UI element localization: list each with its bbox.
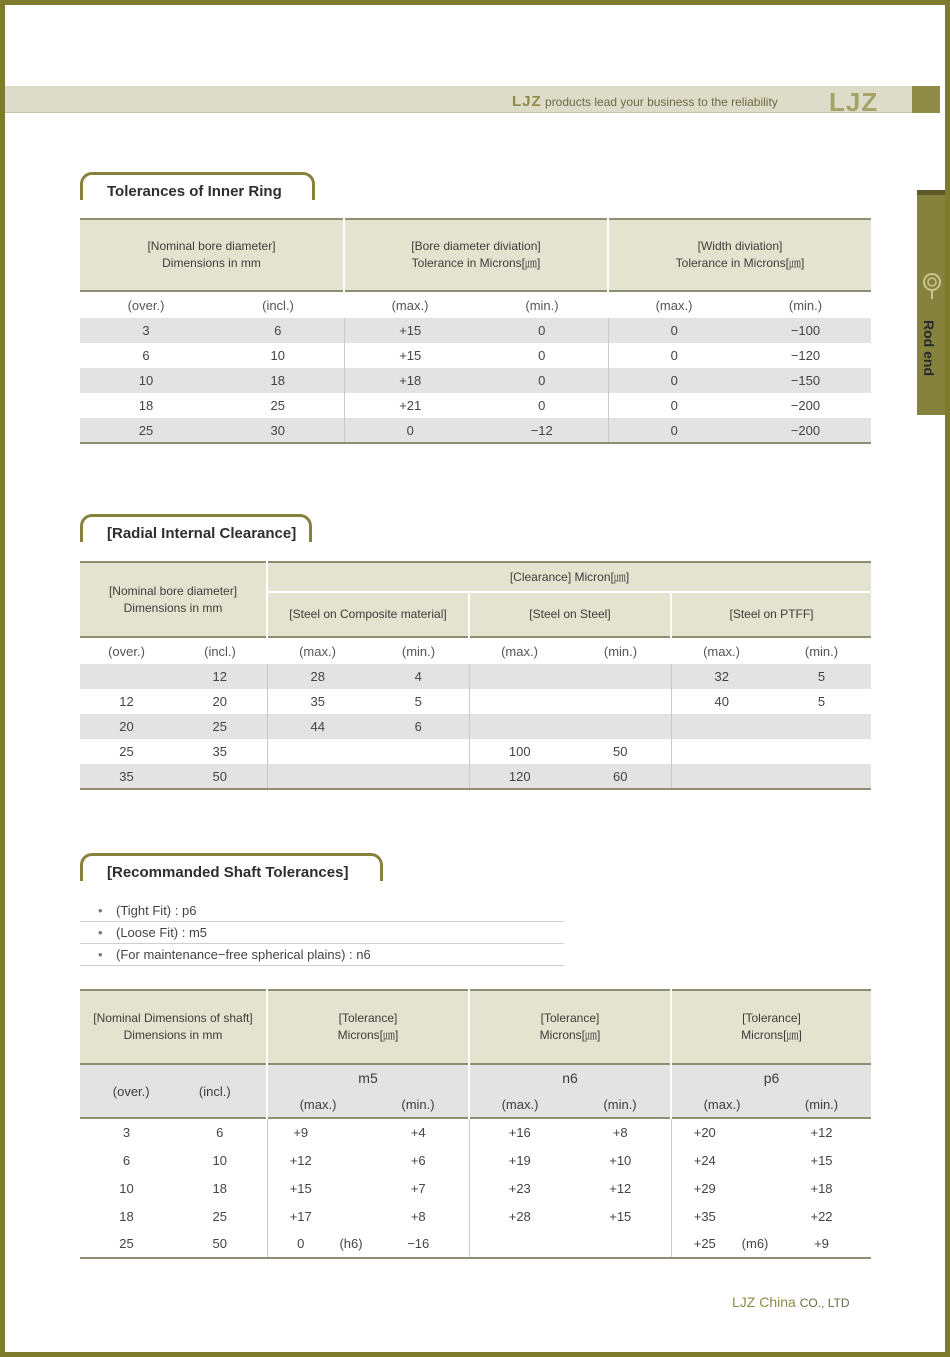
table-cell: 18 bbox=[212, 368, 344, 393]
radial-title-text: [Radial Internal Clearance] bbox=[107, 525, 297, 542]
table-cell: −150 bbox=[740, 368, 871, 393]
header-line: [Tolerance] bbox=[742, 1011, 801, 1025]
table-cell: 50 bbox=[212, 1236, 227, 1251]
footer-brand: LJZ China bbox=[732, 1294, 796, 1310]
table-cell: 50 bbox=[613, 744, 628, 759]
header-line: [Tolerance] bbox=[338, 1011, 398, 1025]
table-row bbox=[80, 393, 871, 418]
table-cell bbox=[469, 664, 570, 689]
table-cell: +18 bbox=[810, 1180, 833, 1196]
table-cell: +18 bbox=[344, 368, 476, 393]
table-row bbox=[80, 739, 871, 764]
table-row bbox=[80, 1230, 871, 1258]
table-cell: 0 bbox=[608, 393, 740, 418]
table-cell bbox=[80, 664, 173, 689]
table-cell: +17 bbox=[267, 1202, 334, 1230]
table-cell: +4 bbox=[410, 1125, 426, 1140]
table-cell: +23 bbox=[469, 1174, 570, 1202]
header-tagline bbox=[512, 93, 778, 110]
side-tab-top bbox=[917, 190, 945, 195]
table-row bbox=[80, 318, 871, 343]
bullet-icon: • bbox=[98, 947, 103, 962]
table-cell: 25 bbox=[119, 744, 134, 759]
table-cell bbox=[772, 739, 871, 764]
subheader-cell: (incl.) bbox=[204, 643, 236, 659]
shaft-header-row bbox=[80, 990, 871, 1064]
table-cell: (h6) bbox=[339, 1236, 363, 1251]
header-line: [Nominal bore diameter] bbox=[147, 239, 276, 253]
table-cell: 0 bbox=[608, 368, 740, 393]
subheader-cell: (over.) bbox=[108, 643, 145, 659]
table-cell: +12 bbox=[810, 1125, 833, 1140]
footer-company bbox=[732, 1294, 849, 1310]
table-cell: −120 bbox=[790, 348, 821, 363]
table-cell: 0 bbox=[608, 318, 740, 343]
shaft-header-m5 bbox=[267, 990, 469, 1064]
table-cell: 5 bbox=[772, 664, 871, 689]
table-cell bbox=[570, 714, 671, 739]
table-cell: 10 bbox=[212, 1152, 227, 1168]
table-row bbox=[80, 1146, 871, 1174]
radial-subheader-row bbox=[80, 637, 871, 664]
subheader-cell: (max.) bbox=[655, 297, 693, 313]
inner-ring-title bbox=[80, 172, 315, 200]
table-cell: 5 bbox=[414, 694, 422, 709]
shaft-header-n6 bbox=[469, 990, 671, 1064]
list-item-text: (Loose Fit) : m5 bbox=[116, 925, 208, 940]
table-cell: 25 bbox=[173, 714, 267, 739]
table-cell: 0 bbox=[538, 348, 546, 363]
table-cell: +29 bbox=[671, 1174, 738, 1202]
table-cell: +6 bbox=[410, 1152, 426, 1168]
list-item bbox=[80, 900, 564, 922]
radial-title bbox=[80, 514, 312, 542]
subheader-cell: (min.) bbox=[368, 1092, 469, 1118]
inner-ring-header-dimensions bbox=[80, 219, 344, 291]
subheader-cell: (max.) bbox=[391, 297, 429, 313]
header-line: [Width diviation] bbox=[697, 239, 783, 253]
inner-ring-table bbox=[80, 218, 871, 444]
inner-ring-title-text: Tolerances of Inner Ring bbox=[107, 183, 282, 200]
table-cell: +19 bbox=[469, 1146, 570, 1174]
table-cell: +9 bbox=[814, 1236, 829, 1251]
table-cell: 0 bbox=[538, 398, 546, 413]
table-cell: 18 bbox=[212, 1180, 227, 1196]
table-cell bbox=[334, 1118, 368, 1146]
table-cell: 25 bbox=[80, 418, 212, 443]
table-cell: 40 bbox=[671, 689, 772, 714]
radial-header-ptff: [Steel on PTFF] bbox=[671, 592, 871, 637]
table-cell: 0 bbox=[476, 318, 608, 343]
table-cell: +15 bbox=[267, 1174, 334, 1202]
table-cell bbox=[334, 1202, 368, 1230]
header-line: Dimensions in mm bbox=[123, 1028, 223, 1042]
table-row bbox=[80, 664, 871, 689]
header-line: [Nominal Dimensions of shaft] bbox=[93, 1011, 253, 1025]
table-row bbox=[80, 343, 871, 368]
header-line: [Nominal bore diameter] bbox=[108, 583, 238, 598]
table-cell: 0 bbox=[608, 343, 740, 368]
subheader-cell: (max.) bbox=[469, 1092, 570, 1118]
table-cell bbox=[334, 1146, 368, 1174]
table-cell: +10 bbox=[609, 1152, 632, 1168]
table-cell: 100 bbox=[469, 739, 570, 764]
shaft-title-text: [Recommanded Shaft Tolerances] bbox=[107, 864, 349, 881]
table-cell: 5 bbox=[817, 694, 826, 709]
radial-header-clearance: [Clearance] Micron[㎛] bbox=[267, 562, 871, 592]
header-tagline-text: products lead your business to the reliability bbox=[545, 95, 778, 109]
table-cell: +15 bbox=[810, 1152, 833, 1168]
table-row bbox=[80, 1118, 871, 1146]
header-line: [Tolerance] bbox=[540, 1011, 600, 1025]
table-cell: −16 bbox=[407, 1236, 430, 1251]
table-row bbox=[80, 714, 871, 739]
footer-suffix: CO., LTD bbox=[799, 1296, 850, 1310]
table-cell: +12 bbox=[267, 1146, 334, 1174]
table-row bbox=[80, 418, 871, 443]
table-cell: (m6) bbox=[741, 1236, 769, 1251]
table-cell: 3 bbox=[80, 318, 212, 343]
shaft-header-p6 bbox=[671, 990, 871, 1064]
subheader-cell: (incl.) bbox=[198, 1083, 231, 1099]
table-cell: +15 bbox=[344, 343, 476, 368]
table-row bbox=[80, 1174, 871, 1202]
table-cell: 6 bbox=[368, 714, 469, 739]
table-cell: +12 bbox=[609, 1180, 632, 1196]
table-cell bbox=[267, 739, 368, 764]
subheader-cell: (incl.) bbox=[262, 297, 294, 313]
grade-label: n6 bbox=[469, 1064, 671, 1092]
table-cell bbox=[469, 1230, 570, 1258]
header-logo: LJZ bbox=[829, 87, 879, 117]
list-item bbox=[80, 922, 564, 944]
table-cell: 25 bbox=[212, 1208, 227, 1224]
subheader-cell: (min.) bbox=[788, 297, 823, 313]
header-line: Microns[㎛] bbox=[539, 1028, 601, 1042]
table-cell bbox=[738, 1118, 772, 1146]
grade-label: p6 bbox=[671, 1064, 871, 1092]
subheader-cell: (max.) bbox=[299, 643, 336, 659]
table-cell: 28 bbox=[267, 664, 368, 689]
subheader-cell: (min.) bbox=[804, 643, 839, 659]
side-tab-label: Rod end bbox=[921, 320, 937, 376]
table-cell: −100 bbox=[740, 318, 871, 343]
table-cell bbox=[368, 764, 469, 789]
radial-header-row bbox=[80, 562, 871, 592]
table-cell bbox=[671, 739, 772, 764]
table-cell: 18 bbox=[138, 398, 154, 413]
table-cell: +22 bbox=[810, 1208, 833, 1224]
table-cell: 3 bbox=[122, 1125, 131, 1140]
header-line: Microns[㎛] bbox=[741, 1028, 802, 1042]
header-line: [Bore diameter diviation] bbox=[411, 239, 541, 253]
table-cell bbox=[671, 764, 772, 789]
shaft-header-dimensions bbox=[80, 990, 267, 1064]
table-cell bbox=[738, 1174, 772, 1202]
table-cell: 30 bbox=[212, 418, 344, 443]
table-cell bbox=[772, 714, 871, 739]
header-line: Dimensions in mm bbox=[162, 256, 261, 270]
table-cell: 0 bbox=[608, 418, 740, 443]
table-cell: 35 bbox=[80, 764, 173, 789]
inner-ring-header-row bbox=[80, 219, 871, 291]
table-cell: +7 bbox=[410, 1180, 426, 1196]
table-row bbox=[80, 368, 871, 393]
subheader-cell: (min.) bbox=[401, 643, 436, 659]
table-cell: 25 bbox=[270, 398, 285, 413]
table-cell: 6 bbox=[122, 1152, 131, 1168]
list-item-text: (Tight Fit) : p6 bbox=[116, 903, 197, 918]
table-cell: +35 bbox=[671, 1202, 738, 1230]
table-cell bbox=[570, 1230, 671, 1258]
table-cell: 6 bbox=[216, 1125, 224, 1140]
subheader-cell: (min.) bbox=[772, 1092, 871, 1118]
header-band bbox=[5, 86, 940, 113]
table-cell: −200 bbox=[740, 418, 871, 443]
bullet-icon: • bbox=[98, 925, 103, 940]
table-cell: 32 bbox=[671, 664, 772, 689]
radial-header-steel: [Steel on Steel] bbox=[469, 592, 671, 637]
table-cell: +15 bbox=[609, 1208, 632, 1224]
table-cell: +20 bbox=[671, 1118, 738, 1146]
table-cell: 6 bbox=[142, 348, 150, 363]
table-cell: 12 bbox=[173, 664, 267, 689]
subheader-cell: (max.) bbox=[267, 1092, 368, 1118]
radial-table bbox=[80, 561, 871, 790]
bullet-icon: • bbox=[98, 903, 103, 918]
subheader-cell: (over.) bbox=[112, 1083, 150, 1099]
table-cell: 35 bbox=[212, 744, 227, 759]
shaft-title bbox=[80, 853, 383, 881]
table-cell: 10 bbox=[270, 348, 285, 363]
inner-ring-header-bore bbox=[344, 219, 608, 291]
header-line: Microns[㎛] bbox=[337, 1028, 399, 1042]
table-row bbox=[80, 1202, 871, 1230]
table-cell: +15 bbox=[344, 318, 476, 343]
subheader-cell: (min.) bbox=[603, 643, 638, 659]
table-cell: −12 bbox=[476, 418, 608, 443]
table-cell bbox=[267, 764, 368, 789]
header-line: Tolerance in Microns[㎛] bbox=[411, 256, 541, 270]
table-cell bbox=[469, 714, 570, 739]
header-line: Tolerance in Microns[㎛] bbox=[675, 256, 805, 270]
table-cell: +16 bbox=[469, 1118, 570, 1146]
table-cell bbox=[469, 689, 570, 714]
table-cell: 10 bbox=[80, 368, 212, 393]
table-cell bbox=[738, 1146, 772, 1174]
table-cell: 4 bbox=[368, 664, 469, 689]
table-cell bbox=[570, 664, 671, 689]
subheader-cell: (min.) bbox=[525, 297, 559, 313]
table-cell: 50 bbox=[173, 764, 267, 789]
table-cell: +8 bbox=[612, 1125, 628, 1140]
table-cell: 12 bbox=[119, 694, 134, 709]
grade-label: m5 bbox=[267, 1064, 469, 1092]
table-cell bbox=[334, 1174, 368, 1202]
subheader-cell: (max.) bbox=[703, 643, 740, 659]
shaft-over-incl bbox=[80, 1064, 267, 1118]
table-cell: 44 bbox=[267, 714, 368, 739]
inner-ring-subheader-row bbox=[80, 291, 871, 318]
table-cell bbox=[368, 739, 469, 764]
table-cell: 60 bbox=[570, 764, 671, 789]
radial-header-dimensions bbox=[80, 562, 267, 637]
table-cell bbox=[570, 689, 671, 714]
shaft-table bbox=[80, 989, 871, 1259]
side-tab[interactable] bbox=[917, 190, 945, 415]
shaft-grade-row bbox=[80, 1064, 871, 1092]
table-cell: +21 bbox=[344, 393, 476, 418]
subheader-cell: (over.) bbox=[127, 297, 165, 313]
table-cell: +9 bbox=[267, 1118, 334, 1146]
table-cell: 0 bbox=[344, 418, 476, 443]
table-cell bbox=[738, 1202, 772, 1230]
table-cell: 25 bbox=[119, 1236, 134, 1251]
header-line: Dimensions in mm bbox=[123, 600, 223, 615]
table-cell: +8 bbox=[410, 1208, 426, 1224]
table-cell: 6 bbox=[212, 318, 344, 343]
subheader-cell: (max.) bbox=[671, 1092, 772, 1118]
table-row bbox=[80, 764, 871, 789]
header-band-end bbox=[912, 86, 940, 113]
table-cell: +24 bbox=[671, 1146, 738, 1174]
table-cell bbox=[671, 714, 772, 739]
table-cell bbox=[772, 764, 871, 789]
inner-ring-header-width bbox=[608, 219, 871, 291]
table-cell: 20 bbox=[212, 694, 227, 709]
shaft-fit-list bbox=[80, 900, 564, 966]
table-cell: 0 bbox=[267, 1230, 334, 1258]
table-cell: 10 bbox=[119, 1180, 134, 1196]
table-cell: 35 bbox=[267, 689, 368, 714]
table-cell: −200 bbox=[790, 398, 821, 413]
radial-header-composite: [Steel on Composite material] bbox=[267, 592, 469, 637]
header-brand: LJZ bbox=[512, 93, 542, 110]
list-item bbox=[80, 944, 564, 966]
list-item-text: (For maintenance−free spherical plains) : n6 bbox=[116, 947, 371, 962]
table-cell: 18 bbox=[119, 1208, 134, 1224]
subheader-cell: (min.) bbox=[570, 1092, 671, 1118]
table-cell: 0 bbox=[476, 368, 608, 393]
table-row bbox=[80, 689, 871, 714]
table-cell: 20 bbox=[80, 714, 173, 739]
table-cell: 120 bbox=[469, 764, 570, 789]
rod-end-icon bbox=[921, 268, 943, 300]
table-cell: +28 bbox=[469, 1202, 570, 1230]
table-cell: +25 bbox=[671, 1230, 738, 1258]
subheader-cell: (max.) bbox=[501, 643, 538, 659]
